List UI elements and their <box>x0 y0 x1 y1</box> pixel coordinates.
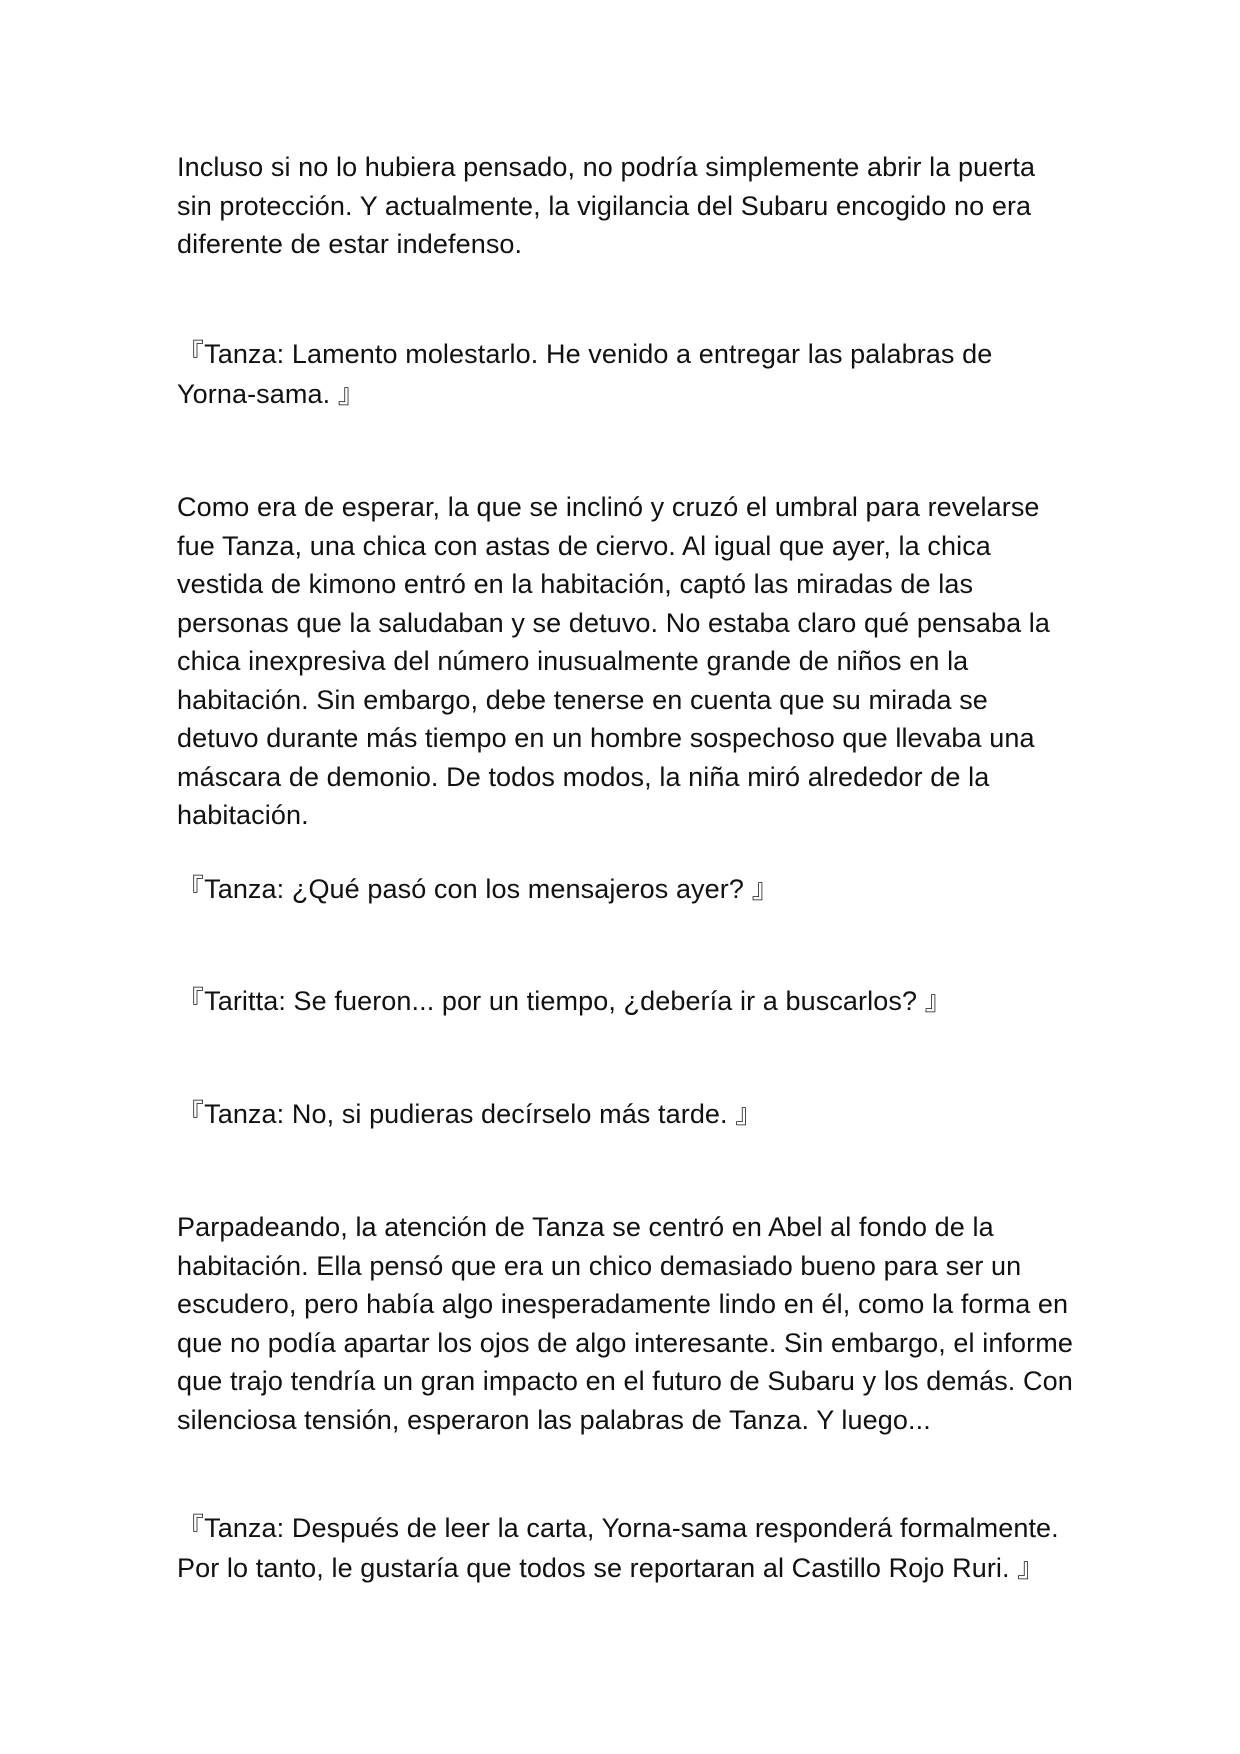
paragraph-narration-3: Parpadeando, la atención de Tanza se centró en Abel al fondo de la habitación. Ella pensó que era un chico demasiado bueno para ser un escudero, pero había algo inesperadamente lindo en él, como la forma en que no podía apartar los ojos de algo interesante. Sin embargo, el informe que trajo tendría un gran impacto en el futuro de Subaru y los demás. Con silenciosa tensión, esperaron las palabras de Tanza. Y luego... <box>177 1212 1073 1435</box>
dialogue-taritta-1: 『Taritta: Se fueron... por un tiempo, ¿debería ir a buscarlos? 』 <box>177 986 952 1016</box>
paragraph-narration-2: Como era de esperar, la que se inclinó y cruzó el umbral para revelarse fue Tanza, una chica con astas de ciervo. Al igual que ayer, la chica vestida de kimono entró en la habitación, captó las miradas de las personas que la saludaban y se detuvo. No estaba claro qué pensaba la chica inexpresiva del número inusualmente grande de niños en la habitación. Sin embargo, debe tenerse en cuenta que su mirada se detuvo durante más tiempo en un hombre sospechoso que llevaba una máscara de demonio. De todos modos, la niña miró alrededor de la habitación. <box>177 492 1051 830</box>
dialogue-tanza-3: 『Tanza: No, si pudieras decírselo más tarde. 』 <box>177 1099 763 1129</box>
dialogue-tanza-4: 『Tanza: Después de leer la carta, Yorna-sama responderá formalmente. Por lo tanto, le gustaría que todos se reportaran al Castillo Rojo Ruri. 』 <box>177 1513 1059 1583</box>
dialogue-tanza-2: 『Tanza: ¿Qué pasó con los mensajeros ayer? 』 <box>177 874 779 904</box>
dialogue-tanza-1: 『Tanza: Lamento molestarlo. He venido a entregar las palabras de Yorna-sama. 』 <box>177 339 993 409</box>
paragraph-narration-1: Incluso si no lo hubiera pensado, no podría simplemente abrir la puerta sin protección. Y actualmente, la vigilancia del Subaru encogido no era diferente de estar indefenso. <box>177 152 1036 259</box>
